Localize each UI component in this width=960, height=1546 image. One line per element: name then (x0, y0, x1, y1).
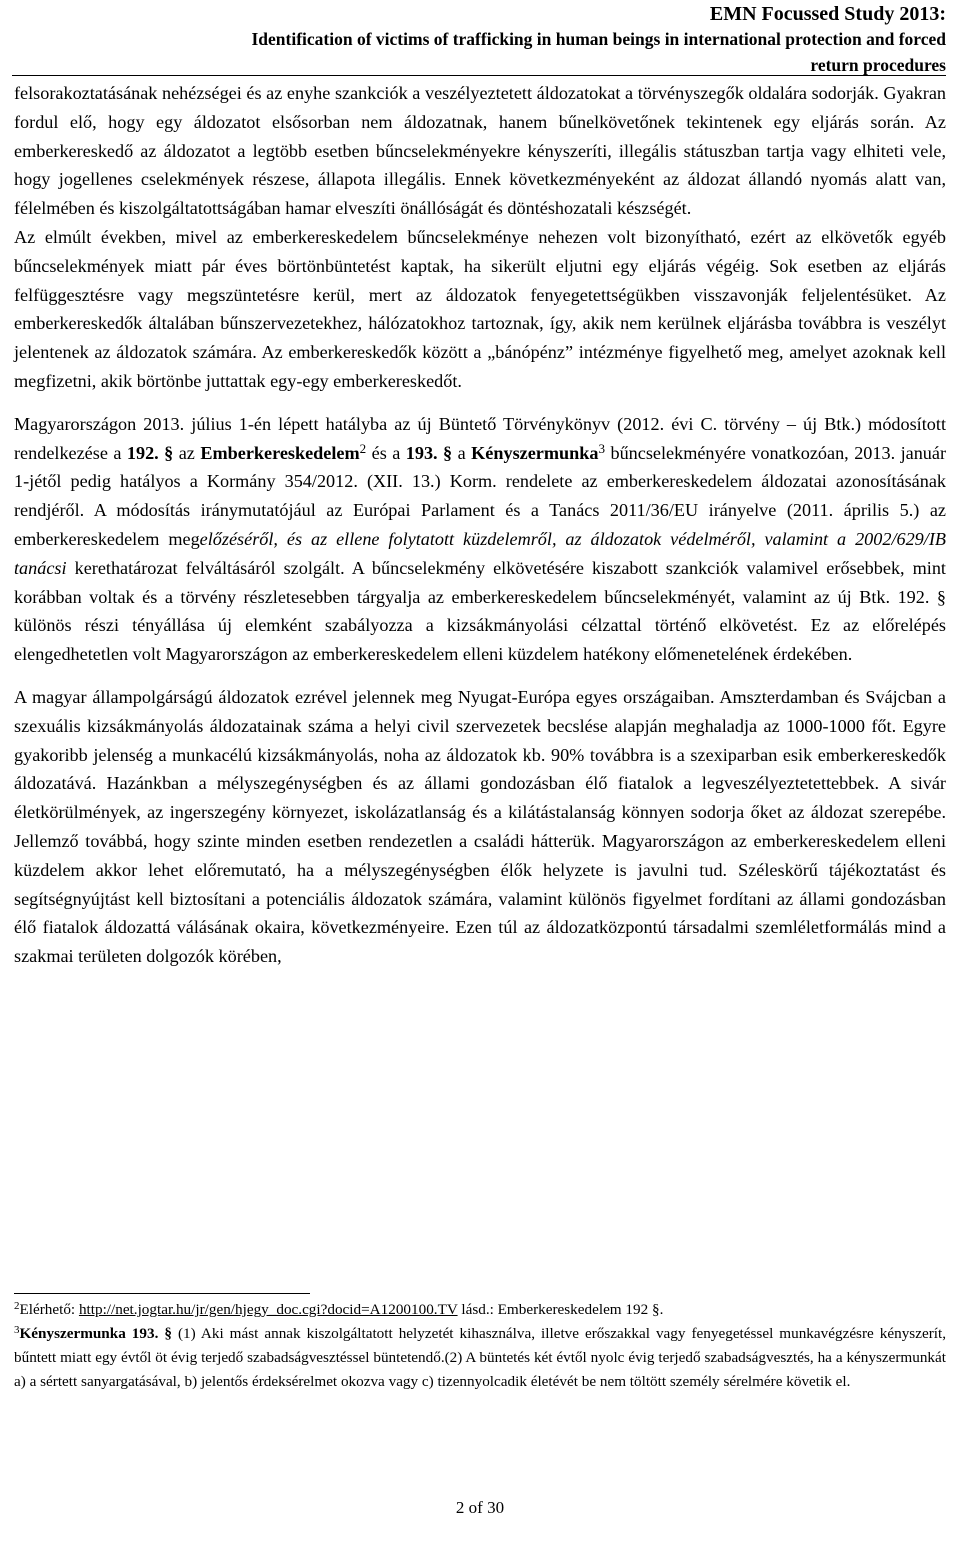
paragraph-victims-abroad: A magyar állampolgárságú áldozatok ezrével jelennek meg Nyugat-Európa egyes országaiban. Amszterdamban és Svájcban a szexuális kizsákmányolás áldozatainak száma a helyi civil szervezetek becslése alapján meghaladja az 1000-1000 főt. Egyre gyakoribb jelenség a munkacélú kizsákmányolás, noha az áldozatok kb. 90% továbbra is a szexiparban esik emberkereskedők áldozatává. Hazánkban a mélyszegénységben és az állami gondozásban élő fiatalok a legveszélyeztetettebbek. A sivár életkörülmények, az ingerszegény környezet, iskolázatlanság és a kilátástalanság könnyen sodorja őket az áldozat szerepébe. Jellemző továbbá, hogy szinte minden esetben rendezetlen a családi hátterük. Magyarországon az emberkereskedelem elleni küzdelem akkor lehet előremutató, ha a mélyszegénységben élők helyzete is javulni tud. Széleskörű tájékoztatást és segítségnyújtást kell biztosítani a potenciális áldozatok számára, valamint különös figyelmet fordítani az állami gondozásban élő fiatalok áldozattá válásának okaira, következményeire. Ezen túl az áldozatközpontú társadalmi szemléletformálás mind a szakmai területen dolgozók körében, (14, 686, 946, 967)
text-segment: az (173, 442, 201, 463)
text-segment: a (452, 442, 472, 463)
paragraph-legislation (14, 410, 946, 669)
footnote-ref-2[interactable]: 2 (359, 440, 367, 456)
header-subtitle-line1: Identification of victims of trafficking in human beings in international protection and forced (251, 29, 946, 49)
text-segment: és a (366, 442, 406, 463)
header-divider (12, 75, 946, 76)
footnote-number: 3 (14, 1324, 20, 1337)
text-segment: Magyarországon 2013. július 1-én lépett hatályba az új Büntető Törvénykönyv (2012. évi C. törvény – új Btk.) módosított rendelkezése a (14, 413, 946, 463)
text-segment: kerethatározat felváltásáról szolgált. A bűncselekmény elkövetésére kiszabott szankciók valamivel erősebbek, mint korábban voltak és a törvény részletesebben tárgyalja az emberkereskedelem bűncselekményét, valamint az új Btk. 192. § különös részi tényállása új elemként szabályozza a kizsákmányolási célzattal történő elkövetést. Ez az előrelépés elengedhetetlen volt Magyarországon az emberkereskedelem elleni küzdelem hatékony előmenetelének érdekében. (14, 557, 946, 665)
directive-title-italic: előzéséről, és az ellene folytatott küzdelemről, az áldozatok védelméről, valamint a 2002/629/IB tanácsi (14, 528, 946, 578)
footnote-2 (14, 1298, 946, 1322)
term-kenyszermunka: Kényszermunka (471, 442, 599, 463)
term-emberkereskedelem: Emberkereskedelem (200, 442, 360, 463)
header-subtitle-line2: return procedures (810, 55, 946, 75)
section-192: 192. § (126, 442, 174, 463)
running-header (251, 2, 946, 78)
paragraph-prosecution: Az elmúlt években, mivel az emberkereskedelem bűncselekménye nehezen volt bizonyítható, ezért az elkövetők egyéb bűncselekmények miatt pár éves börtönbüntetést kaptak, ha sikerült eljutni egy eljárás végéig. Sok esetben az eljárás felfüggesztésre vagy megszüntetésre kerül, mert az áldozatok fenyegetettségükben visszavonják feljelentésüket. Az emberkereskedők általában bűnszervezetekhez, hálózatokhoz tartoznak, így, akik nem kerülnek eljárásba továbbra is veszélyt jelentenek az áldozatok számára. Az emberkereskedők között a „bánópénz” intézménye figyelhető meg, amelyet azoknak kell megfizetni, akik börtönbe juttattak egy-egy emberkereskedőt. (14, 226, 946, 391)
footnote-text: (1) Aki mást annak kiszolgáltatott helyzetét kihasználva, illetve erőszakkal vagy fenyegetéssel munkavégzésre kényszerít, bűntett miatt egy évtől öt évig terjedő szabadságvesztéssel büntetendő.(2) A büntetés két évtől nyolc évig terjedő szabadságvesztés, ha a kényszermunkát a) a sértett sanyargatásával, b) jelentős érdeksérelmet okozva vagy c) tizennyolcadik életévét be nem töltött személy sérelmére követik el. (14, 1325, 946, 1390)
footnote-text: lásd.: Emberkereskedelem 192 §. (457, 1301, 664, 1318)
footnote-text: Elérhető: (19, 1301, 79, 1318)
paragraph-victims-pressure: felsorakoztatásának nehézségei és az enyhe szankciók a veszélyeztetett áldozatokat a törvényszegők oldalára sodorják. Gyakran fordul elő, hogy egy áldozatot elsősorban nem áldozatnak, hanem bűnelkövetőnek tekintenek egy eljárás során. Az emberkereskedő az áldozatot a legtöbb esetben bűncselekményekre kényszeríti, illegális státuszban tartja vagy elhiteti vele, hogy jogellenes cselekmények részese, állapota illegális. Ennek következményeként az áldozat állandó nyomás alatt van, félelmében és kiszolgáltatottságában hamar elveszíti önállóságát és döntéshozatali készségét. (14, 83, 946, 219)
footnote-3 (14, 1322, 946, 1394)
footnote-ref-3[interactable]: 3 (598, 440, 606, 456)
footnote-divider (14, 1293, 310, 1294)
footnote-number: 2 (14, 1300, 20, 1313)
jogtar-link[interactable]: http://net.jogtar.hu/jr/gen/hjegy_doc.cgi?docid=A1200100.TV (78, 1301, 458, 1318)
header-title: EMN Focussed Study 2013: (709, 3, 946, 25)
footnotes (14, 1298, 946, 1394)
section-193: 193. § (405, 442, 453, 463)
footnote-heading: Kényszermunka 193. § (19, 1325, 172, 1342)
text-segment: bűncselekményére vonatkozóan, 2013. január 1-jétől pedig hatályos a Kormány 354/2012. (XII. 13.) Korm. rendelete az emberkereskedelem áldozatai azonosításának rendjéről. A módosítás iránymutatójául az Európai Parlament és a Tanács 2011/36/EU irányelve (2011. április 5.) az emberkereskedelem meg (14, 442, 947, 549)
page-number: 2 of 30 (455, 1498, 505, 1517)
main-body (14, 79, 946, 971)
